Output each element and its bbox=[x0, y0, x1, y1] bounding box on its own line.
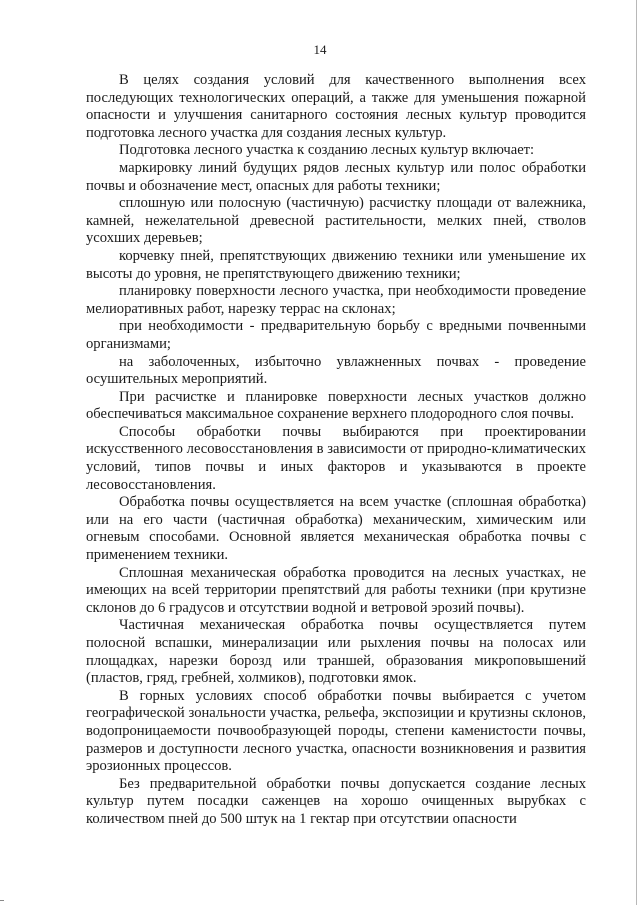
paragraph: Без предварительной обработки почвы допускается создание лесных культур путем посадки саженцев на хорошо очищенных вырубках с количеством пней до 500 штук на 1 гектар при отсутствии опасности bbox=[86, 775, 586, 827]
paragraph: В горных условиях способ обработки почвы выбирается с учетом географической зональности участка, рельефа, экспозиции и крутизны склонов, водопроницаемости почвообразующей породы, степени каменистости почвы, размеров и доступности лесного участка, опасности возникновения и развития эрозионных процессов. bbox=[86, 687, 586, 775]
paragraph: Обработка почвы осуществляется на всем участке (сплошная обработка) или на его части (частичная обработка) механическим, химическим или огневым способами. Основной является механическая обработка почвы с применением техники. bbox=[86, 494, 586, 564]
paragraph: В целях создания условий для качественного выполнения всех последующих технологических операций, а также для уменьшения пожарной опасности и улучшения санитарного состояния лесных культур проводится подготовка лесного участка для создания лесных культур. bbox=[86, 72, 586, 141]
list-item: корчевку пней, препятствующих движению техники или уменьшение их высоты до уровня, не препятствующего движению техники; bbox=[86, 247, 586, 282]
paragraph: Способы обработки почвы выбираются при проектировании искусственного лесовосстановления в зависимости от природно-климатических условий, типов почвы и иных факторов и указываются в проекте лесовосстановления. bbox=[86, 423, 586, 493]
scan-edge-line bbox=[636, 0, 637, 905]
list-item: на заболоченных, избыточно увлажненных почвах - проведение осушительных мероприятий. bbox=[86, 353, 586, 388]
paragraph: При расчистке и планировке поверхности лесных участков должно обеспечиваться максимальное сохранение верхнего плодородного слоя почвы. bbox=[86, 388, 586, 423]
list-item: при необходимости - предварительную борьбу с вредными почвенными организмами; bbox=[86, 318, 586, 352]
paragraph: Частичная механическая обработка почвы осуществляется путем полосной вспашки, минерализации или рыхления почвы на полосах или площадках, нарезки борозд или траншей, образования микроповышений (пластов, гряд, гребней, холмиков), подготовки ямок. bbox=[86, 617, 586, 687]
paragraph: Подготовка лесного участка к созданию лесных культур включает: bbox=[119, 142, 535, 159]
list-item: сплошную или полосную (частичную) расчистку площади от валежника, камней, нежелательной древесной растительности, мелких пней, стволов усохших деревьев; bbox=[86, 195, 586, 247]
scan-edge-mark bbox=[0, 900, 4, 901]
page-number: 14 bbox=[313, 42, 327, 57]
paragraph: Сплошная механическая обработка проводится на лесных участках, не имеющих на всей территории препятствий для работы техники (при крутизне склонов до 6 градусов и отсутствии водной и ветровой эрозий почвы). bbox=[86, 564, 586, 616]
document-body bbox=[86, 72, 586, 829]
list-item: планировку поверхности лесного участка, при необходимости проведение мелиоративных работ, нарезку террас на склонах; bbox=[86, 283, 586, 317]
list-item: маркировку линий будущих рядов лесных культур или полос обработки почвы и обозначение мест, опасных для работы техники; bbox=[86, 159, 586, 194]
